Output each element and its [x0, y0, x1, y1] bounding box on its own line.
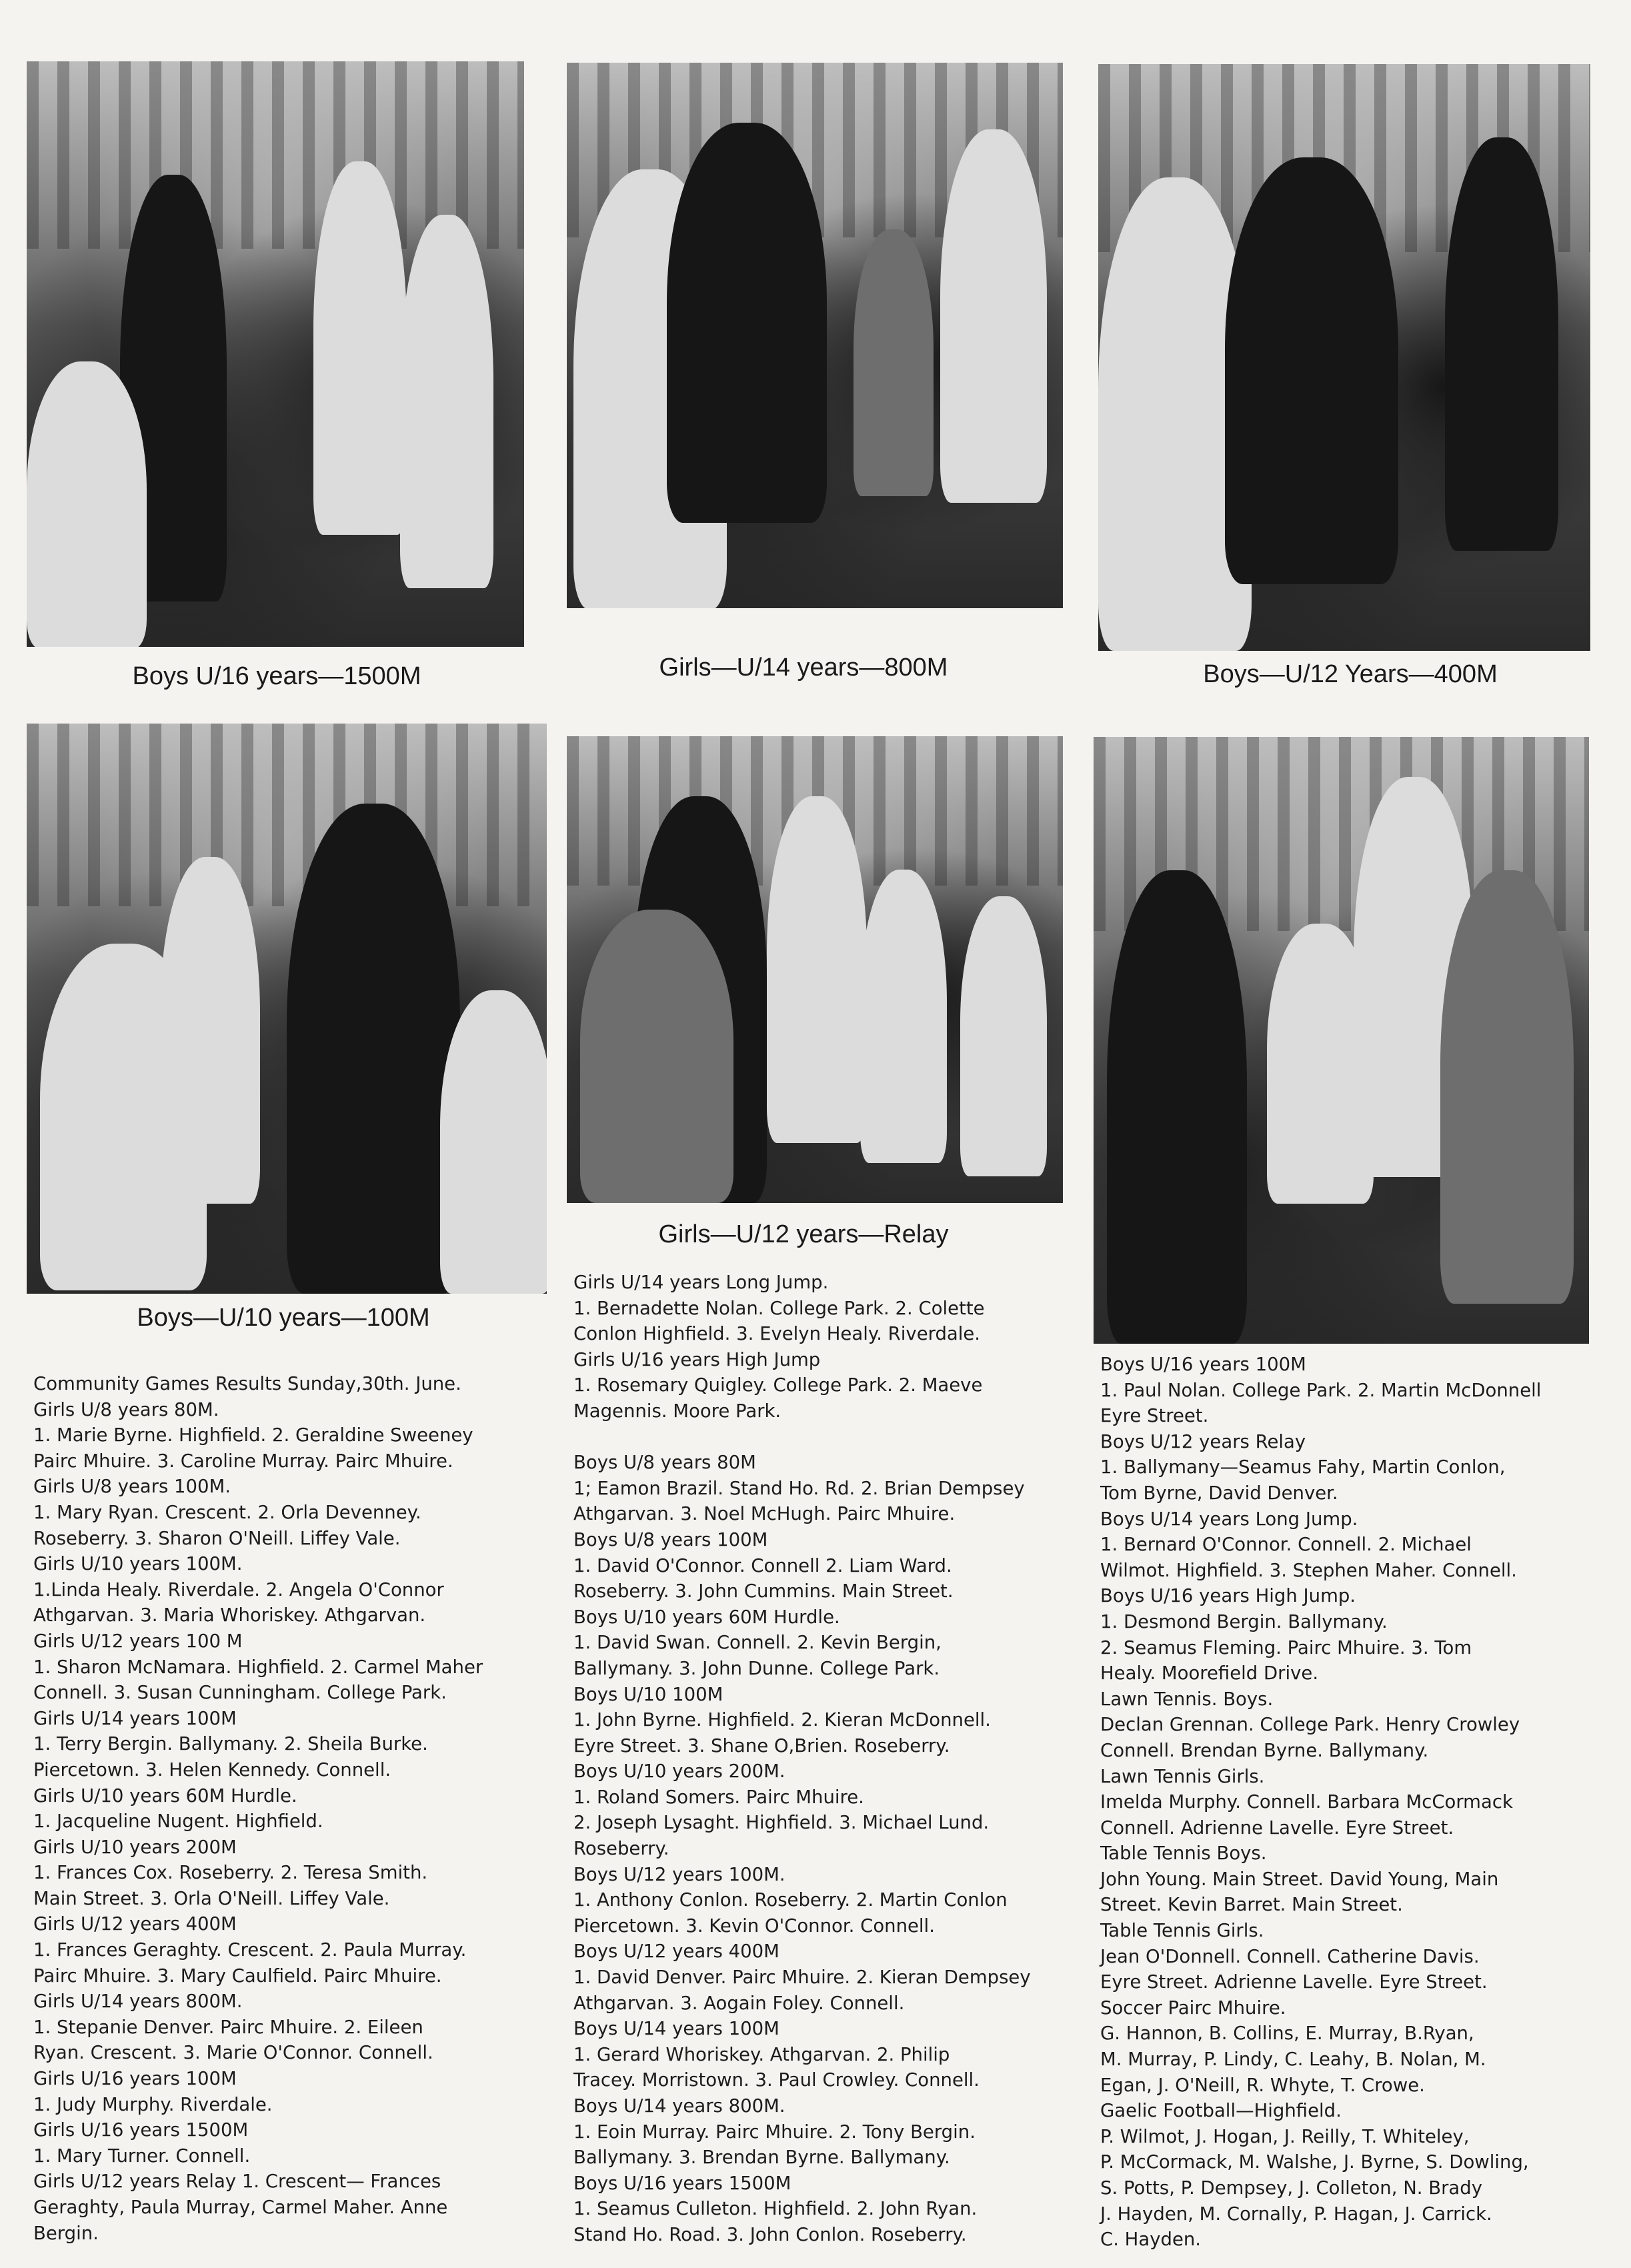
- result-line: Table Tennis Boys.: [1100, 1843, 1267, 1865]
- result-line: Boys U/14 years 800M.: [573, 2095, 785, 2117]
- result-line: 1. Eoin Murray. Pairc Mhuire. 2. Tony Bergin.: [573, 2121, 976, 2143]
- result-line: Boys U/10 100M: [573, 1683, 723, 1705]
- official-figure: [287, 804, 460, 1294]
- result-line: 1. Bernadette Nolan. College Park. 2. Colette: [573, 1297, 985, 1319]
- result-line: Eyre Street. Adrienne Lavelle. Eyre Street.: [1100, 1971, 1488, 1993]
- result-line: 1. Rosemary Quigley. College Park. 2. Maeve: [573, 1374, 983, 1396]
- result-line: Boys U/14 years Long Jump.: [1100, 1508, 1358, 1530]
- result-line: 1. Terry Bergin. Ballymany. 2. Sheila Burke.: [33, 1733, 428, 1755]
- result-line: M. Murray, P. Lindy, C. Leahy, B. Nolan, M.: [1100, 2049, 1486, 2071]
- caption-boys-u12-400m: Boys—U/12 Years—400M: [1203, 660, 1498, 688]
- result-line: 1. Roland Somers. Pairc Mhuire.: [573, 1786, 864, 1808]
- result-line: Boys U/16 years 1500M: [573, 2172, 791, 2194]
- result-line: John Young. Main Street. David Young, Main: [1100, 1868, 1499, 1890]
- result-line: Eyre Street.: [1100, 1405, 1209, 1427]
- result-line: Girls U/16 years 1500M: [33, 2119, 249, 2141]
- result-line: 1. Desmond Bergin. Ballymany.: [1100, 1610, 1388, 1632]
- result-line: G. Hannon, B. Collins, E. Murray, B.Ryan,: [1100, 2023, 1474, 2045]
- result-line: J. Hayden, M. Cornally, P. Hagan, J. Carrick.: [1100, 2203, 1492, 2225]
- result-line: Gaelic Football—Highfield.: [1100, 2100, 1342, 2122]
- result-line: 2. Seamus Fleming. Pairc Mhuire. 3. Tom: [1100, 1636, 1472, 1658]
- result-line: 1. Seamus Culleton. Highfield. 2. John Ryan.: [573, 2198, 978, 2220]
- result-line: Piercetown. 3. Kevin O'Connor. Connell.: [573, 1915, 935, 1937]
- result-line: Jean O'Donnell. Connell. Catherine Davis.: [1100, 1945, 1480, 1967]
- result-line: Pairc Mhuire. 3. Caroline Murray. Pairc Mhuire.: [33, 1450, 453, 1472]
- athlete-figure: [1440, 870, 1574, 1304]
- athlete-figure: [580, 910, 733, 1203]
- result-line: Tracey. Morristown. 3. Paul Crowley. Connell.: [573, 2069, 980, 2091]
- result-line: 1. Bernard O'Connor. Connell. 2. Michael: [1100, 1534, 1472, 1556]
- result-line: Lawn Tennis. Boys.: [1100, 1688, 1274, 1710]
- result-line: 1. Paul Nolan. College Park. 2. Martin McDonnell: [1100, 1379, 1542, 1401]
- photo-boys-u16-1500m: [27, 61, 524, 647]
- result-line: Connell. Adrienne Lavelle. Eyre Street.: [1100, 1817, 1454, 1839]
- result-line: Boys U/10 years 60M Hurdle.: [573, 1606, 840, 1628]
- athlete-figure: [860, 870, 947, 1163]
- result-line: Declan Grennan. College Park. Henry Crowley: [1100, 1714, 1520, 1736]
- athlete-figure: [960, 896, 1047, 1176]
- result-line: 1. Frances Cox. Roseberry. 2. Teresa Smith.: [33, 1862, 428, 1884]
- result-line: Main Street. 3. Orla O'Neill. Liffey Vale.: [33, 1887, 390, 1909]
- result-line: 1. John Byrne. Highfield. 2. Kieran McDonnell.: [573, 1709, 991, 1731]
- result-line: Boys U/12 years 100M.: [573, 1863, 785, 1885]
- result-line: Girls U/16 years 100M: [33, 2068, 237, 2090]
- result-line: 1. Sharon McNamara. Highfield. 2. Carmel Maher: [33, 1656, 483, 1678]
- result-line: Roseberry. 3. John Cummins. Main Street.: [573, 1580, 954, 1602]
- result-line: Girls U/16 years High Jump: [573, 1348, 821, 1370]
- result-line: 1. Judy Murphy. Riverdale.: [33, 2093, 273, 2115]
- athlete-figure: [854, 229, 934, 496]
- result-line: Roseberry.: [573, 1838, 669, 1860]
- result-line: Healy. Moorefield Drive.: [1100, 1662, 1319, 1684]
- result-line: Roseberry. 3. Sharon O'Neill. Liffey Vale.: [33, 1527, 401, 1549]
- result-line: Ballymany. 3. Brendan Byrne. Ballymany.: [573, 2147, 950, 2169]
- result-line: Athgarvan. 3. Aogain Foley. Connell.: [573, 1992, 905, 2014]
- result-line: Community Games Results Sunday,30th. June.: [33, 1373, 461, 1394]
- result-line: Pairc Mhuire. 3. Mary Caulfield. Pairc Mhuire.: [33, 1965, 442, 1987]
- result-line: Boys U/8 years 100M: [573, 1528, 768, 1550]
- result-line: Ballymany. 3. John Dunne. College Park.: [573, 1657, 940, 1679]
- result-line: 1. David O'Connor. Connell 2. Liam Ward.: [573, 1554, 952, 1576]
- result-line: 1.Linda Healy. Riverdale. 2. Angela O'Connor: [33, 1578, 444, 1600]
- result-line: Wilmot. Highfield. 3. Stephen Maher. Connell.: [1100, 1559, 1517, 1581]
- result-line: 1. Mary Turner. Connell.: [33, 2145, 251, 2167]
- result-line: Tom Byrne, David Denver.: [1100, 1482, 1338, 1504]
- photo-girls-u14-800m: [567, 63, 1063, 608]
- result-line: Connell. 3. Susan Cunningham. College Park.: [33, 1682, 447, 1704]
- result-line: 1. Anthony Conlon. Roseberry. 2. Martin Conlon: [573, 1889, 1008, 1911]
- photo-boys-u10-100m: [27, 724, 547, 1294]
- results-column-1: [33, 1371, 483, 2246]
- result-line: Ryan. Crescent. 3. Marie O'Connor. Connell.: [33, 2042, 433, 2064]
- result-line: Table Tennis Girls.: [1100, 1920, 1264, 1942]
- result-line: Girls U/14 years 100M: [33, 1707, 237, 1729]
- result-line: Bergin.: [33, 2222, 99, 2244]
- result-line: 1. David Denver. Pairc Mhuire. 2. Kieran Dempsey: [573, 1967, 1031, 1989]
- result-line: 2. Joseph Lysaght. Highfield. 3. Michael Lund.: [573, 1812, 990, 1834]
- result-line: Girls U/12 years Relay 1. Crescent— Frances: [33, 2171, 441, 2193]
- result-line: Girls U/10 years 100M.: [33, 1553, 243, 1575]
- result-line: Boys U/10 years 200M.: [573, 1761, 785, 1783]
- result-line: C. Hayden.: [1100, 2229, 1202, 2251]
- result-line: Stand Ho. Road. 3. John Conlon. Roseberry.: [573, 2223, 967, 2245]
- result-line: Magennis. Moore Park.: [573, 1400, 781, 1422]
- result-line: 1. Stepanie Denver. Pairc Mhuire. 2. Eileen: [33, 2016, 423, 2038]
- result-line: Girls U/8 years 80M.: [33, 1398, 219, 1420]
- result-line: 1. Marie Byrne. Highfield. 2. Geraldine Sweeney: [33, 1424, 473, 1446]
- result-line: Girls U/14 years Long Jump.: [573, 1272, 829, 1293]
- result-line: Conlon Highfield. 3. Evelyn Healy. Riverdale.: [573, 1323, 981, 1345]
- result-line: Eyre Street. 3. Shane O,Brien. Roseberry.: [573, 1735, 950, 1757]
- result-line: Boys U/14 years 100M: [573, 2018, 779, 2040]
- result-line: Girls U/12 years 100 M: [33, 1630, 243, 1652]
- result-line: 1. Jacqueline Nugent. Highfield.: [33, 1811, 323, 1833]
- result-line: Boys U/12 years Relay: [1100, 1430, 1306, 1452]
- result-line: Athgarvan. 3. Maria Whoriskey. Athgarvan.: [33, 1604, 426, 1626]
- spectator-figure: [440, 990, 547, 1294]
- result-line: Athgarvan. 3. Noel McHugh. Pairc Mhuire.: [573, 1503, 956, 1525]
- result-line: Girls U/8 years 100M.: [33, 1476, 231, 1498]
- result-line: 1. Frances Geraghty. Crescent. 2. Paula Murray.: [33, 1939, 467, 1961]
- caption-boys-u10-100m: Boys—U/10 years—100M: [137, 1304, 430, 1332]
- result-line: Soccer Pairc Mhuire.: [1100, 1997, 1286, 2019]
- photo-boys-u16-100m: [1094, 737, 1589, 1344]
- photo-boys-u12-400m: [1098, 64, 1590, 651]
- results-column-3: [1100, 1352, 1541, 2253]
- athlete-figure: [160, 857, 260, 1204]
- official-figure: [1107, 870, 1247, 1344]
- result-line: P. Wilmot, J. Hogan, J. Reilly, T. Whiteley,: [1100, 2125, 1470, 2147]
- result-line: Geraghty, Paula Murray, Carmel Maher. Anne: [33, 2197, 448, 2218]
- result-line: Egan, J. O'Neill, R. Whyte, T. Crowe.: [1100, 2074, 1425, 2096]
- results-column-2: [573, 1270, 1031, 2248]
- result-line: Boys U/16 years High Jump.: [1100, 1585, 1356, 1607]
- result-line: Connell. Brendan Byrne. Ballymany.: [1100, 1739, 1429, 1761]
- result-line: 1. David Swan. Connell. 2. Kevin Bergin,: [573, 1632, 942, 1654]
- caption-girls-u12-relay: Girls—U/12 years—Relay: [658, 1220, 949, 1248]
- result-line: [573, 1424, 1031, 1450]
- result-line: Street. Kevin Barret. Main Street.: [1100, 1894, 1403, 1916]
- result-line: Girls U/10 years 200M: [33, 1836, 237, 1858]
- result-line: 1; Eamon Brazil. Stand Ho. Rd. 2. Brian Dempsey: [573, 1477, 1025, 1499]
- result-line: Girls U/12 years 400M: [33, 1913, 237, 1935]
- athlete-figure: [400, 215, 493, 588]
- athlete-figure: [1445, 137, 1558, 551]
- result-line: 1. Gerard Whoriskey. Athgarvan. 2. Philip: [573, 2043, 950, 2065]
- result-line: S. Potts, P. Dempsey, J. Colleton, N. Brady: [1100, 2177, 1483, 2199]
- result-line: Girls U/10 years 60M Hurdle.: [33, 1785, 297, 1807]
- caption-girls-u14-800m: Girls—U/14 years—800M: [659, 654, 948, 682]
- athlete-figure: [313, 161, 407, 535]
- result-line: Boys U/12 years 400M: [573, 1941, 779, 1963]
- result-line: Boys U/16 years 100M: [1100, 1354, 1306, 1375]
- result-line: Girls U/14 years 800M.: [33, 1991, 243, 2013]
- result-line: Imelda Murphy. Connell. Barbara McCormack: [1100, 1791, 1513, 1813]
- result-line: Lawn Tennis Girls.: [1100, 1765, 1265, 1787]
- spectator-figure: [27, 361, 147, 647]
- caption-boys-u16-1500m: Boys U/16 years—1500M: [132, 662, 421, 690]
- result-line: Boys U/8 years 80M: [573, 1452, 756, 1474]
- result-line: P. McCormack, M. Walshe, J. Byrne, S. Dowling,: [1100, 2151, 1529, 2173]
- photo-girls-u12-relay: [567, 736, 1063, 1203]
- athlete-figure: [940, 129, 1047, 503]
- result-line: 1. Mary Ryan. Crescent. 2. Orla Devenney.: [33, 1501, 421, 1523]
- result-line: Piercetown. 3. Helen Kennedy. Connell.: [33, 1759, 391, 1781]
- athlete-figure: [767, 796, 867, 1143]
- official-figure: [1225, 157, 1398, 584]
- result-line: 1. Ballymany—Seamus Fahy, Martin Conlon,: [1100, 1456, 1506, 1478]
- official-figure: [667, 123, 827, 523]
